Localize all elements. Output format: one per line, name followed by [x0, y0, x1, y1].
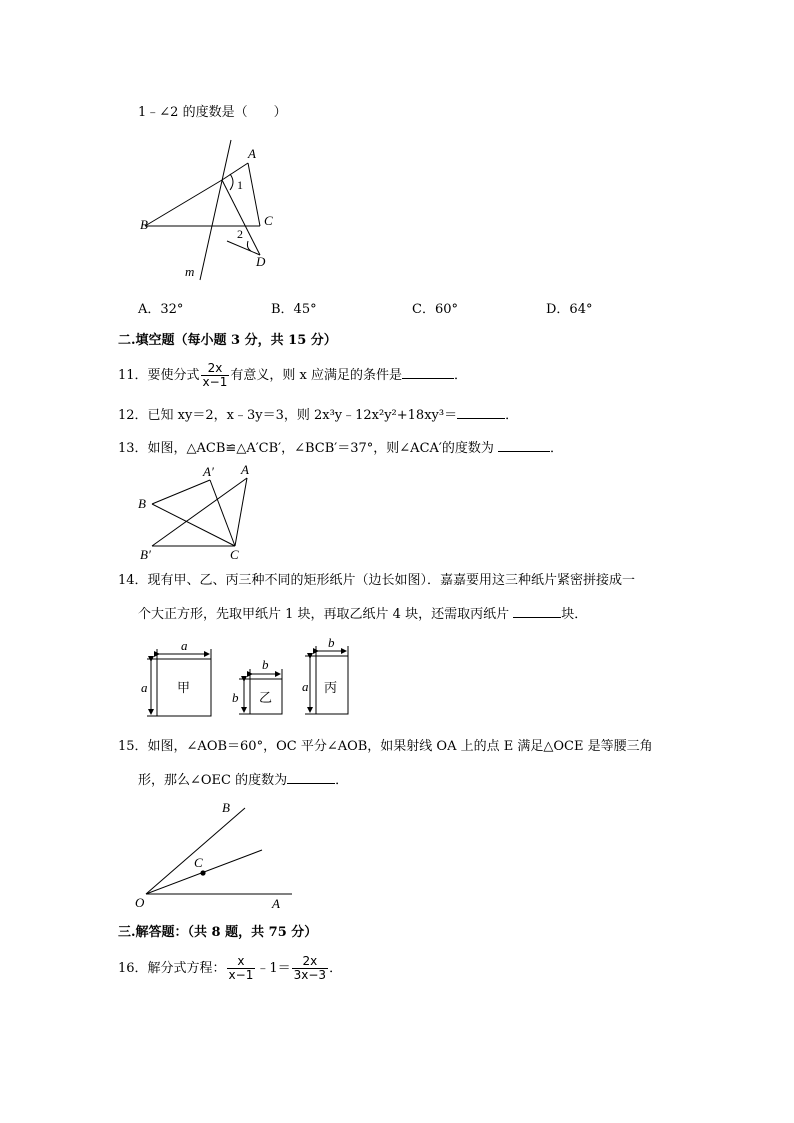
bing-label: 丙	[324, 680, 338, 695]
q15-text: 形，那么∠OEC 的度数为	[138, 773, 288, 788]
q16-prefix: 16．解分式方程：	[118, 961, 226, 976]
q16-denominator-right: 3x−3	[293, 968, 327, 982]
q15-end: ．	[335, 773, 349, 788]
q13-end: ．	[550, 441, 564, 456]
label-A: A	[248, 146, 256, 161]
point-C	[200, 870, 205, 875]
yi-width-label: b	[262, 657, 269, 672]
jia-height-label: a	[141, 680, 148, 695]
label-D: D	[256, 254, 266, 269]
q11-fraction	[201, 362, 230, 389]
q13-answer-blank[interactable]	[498, 439, 550, 452]
q11-numerator: 2x	[207, 361, 223, 375]
q16-end: ．	[329, 961, 343, 976]
angle-2-label: 2	[237, 227, 243, 241]
label-A: A	[241, 462, 249, 477]
q15-line2	[138, 771, 348, 787]
q14-figure	[138, 638, 358, 724]
label-B: B	[138, 496, 146, 511]
q11-end: ．	[453, 368, 467, 383]
bing-width-label: b	[328, 638, 335, 650]
q10-option-a[interactable]: A．32°	[138, 302, 184, 317]
label-B-prime: B′	[140, 547, 151, 562]
q13-figure	[135, 460, 265, 565]
label-A-prime: A′	[203, 464, 214, 479]
q16-numerator-right: 2x	[302, 954, 318, 968]
q16-mid: ﹣1＝	[256, 961, 291, 976]
q15-line1: 15．如图，∠AOB＝60°，OC 平分∠AOB，如果射线 OA 上的点 E 满足△OCE 是等腰三角	[118, 739, 653, 754]
q15-figure	[130, 796, 310, 911]
label-C: C	[264, 213, 273, 228]
q13-text: 13．如图，△ACB≌△A′CB′，∠BCB′＝37°，则∠ACA′的度数为	[118, 441, 498, 456]
q13	[118, 439, 563, 455]
bing-height-label: a	[302, 679, 309, 694]
q10-figure	[130, 130, 290, 290]
yi-height-label: b	[232, 690, 239, 705]
q16-denominator-left: x−1	[228, 968, 254, 982]
q16-numerator-left: x	[237, 954, 245, 968]
q12-answer-blank[interactable]	[457, 406, 505, 419]
q11-suffix: 有意义，则 x 应满足的条件是	[230, 368, 402, 383]
q14-line2	[138, 605, 587, 621]
q14-text: 个大正方形，先取甲纸片 1 块，再取乙纸片 4 块，还需取丙纸片	[138, 607, 514, 622]
q16	[118, 955, 342, 982]
q11-denominator: x−1	[202, 375, 228, 389]
q10-option-b[interactable]: B．45°	[271, 302, 317, 317]
section3-title: 三.解答题：（共 8 题，共 75 分）	[118, 925, 318, 940]
angle-1-label: 1	[237, 178, 243, 192]
label-B: B	[140, 217, 148, 232]
section2-title: 二.填空题（每小题 3 分，共 15 分）	[118, 333, 337, 348]
label-O: O	[135, 895, 145, 910]
q10-stem: 1﹣∠2 的度数是（ ）	[138, 105, 287, 120]
jia-width-label: a	[181, 638, 188, 653]
label-m: m	[185, 264, 195, 279]
q14-end: 块．	[561, 607, 588, 622]
q11-answer-blank[interactable]	[402, 366, 454, 379]
yi-label: 乙	[259, 690, 273, 705]
label-B: B	[222, 800, 230, 815]
q12	[118, 406, 518, 422]
q12-end: ．	[505, 408, 519, 423]
q15-answer-blank[interactable]	[287, 771, 335, 784]
q11	[118, 362, 467, 389]
q11-prefix: 11．要使分式	[118, 368, 200, 383]
label-C: C	[230, 547, 239, 562]
label-C: C	[194, 855, 203, 870]
q16-fraction-left	[227, 955, 256, 982]
jia-label: 甲	[177, 680, 191, 695]
q12-text: 12．已知 xy＝2，x﹣3y＝3，则 2x³y﹣12x²y²+18xy³＝	[118, 408, 458, 423]
q16-fraction-right	[292, 955, 328, 982]
q14-answer-blank[interactable]	[513, 605, 561, 618]
label-A: A	[272, 896, 280, 911]
q10-option-c[interactable]: C．60°	[412, 302, 458, 317]
q10-option-d[interactable]: D．64°	[546, 302, 593, 317]
q14-line1: 14．现有甲、乙、丙三种不同的矩形纸片（边长如图）．嘉嘉要用这三种纸片紧密拼接成一	[118, 573, 636, 588]
